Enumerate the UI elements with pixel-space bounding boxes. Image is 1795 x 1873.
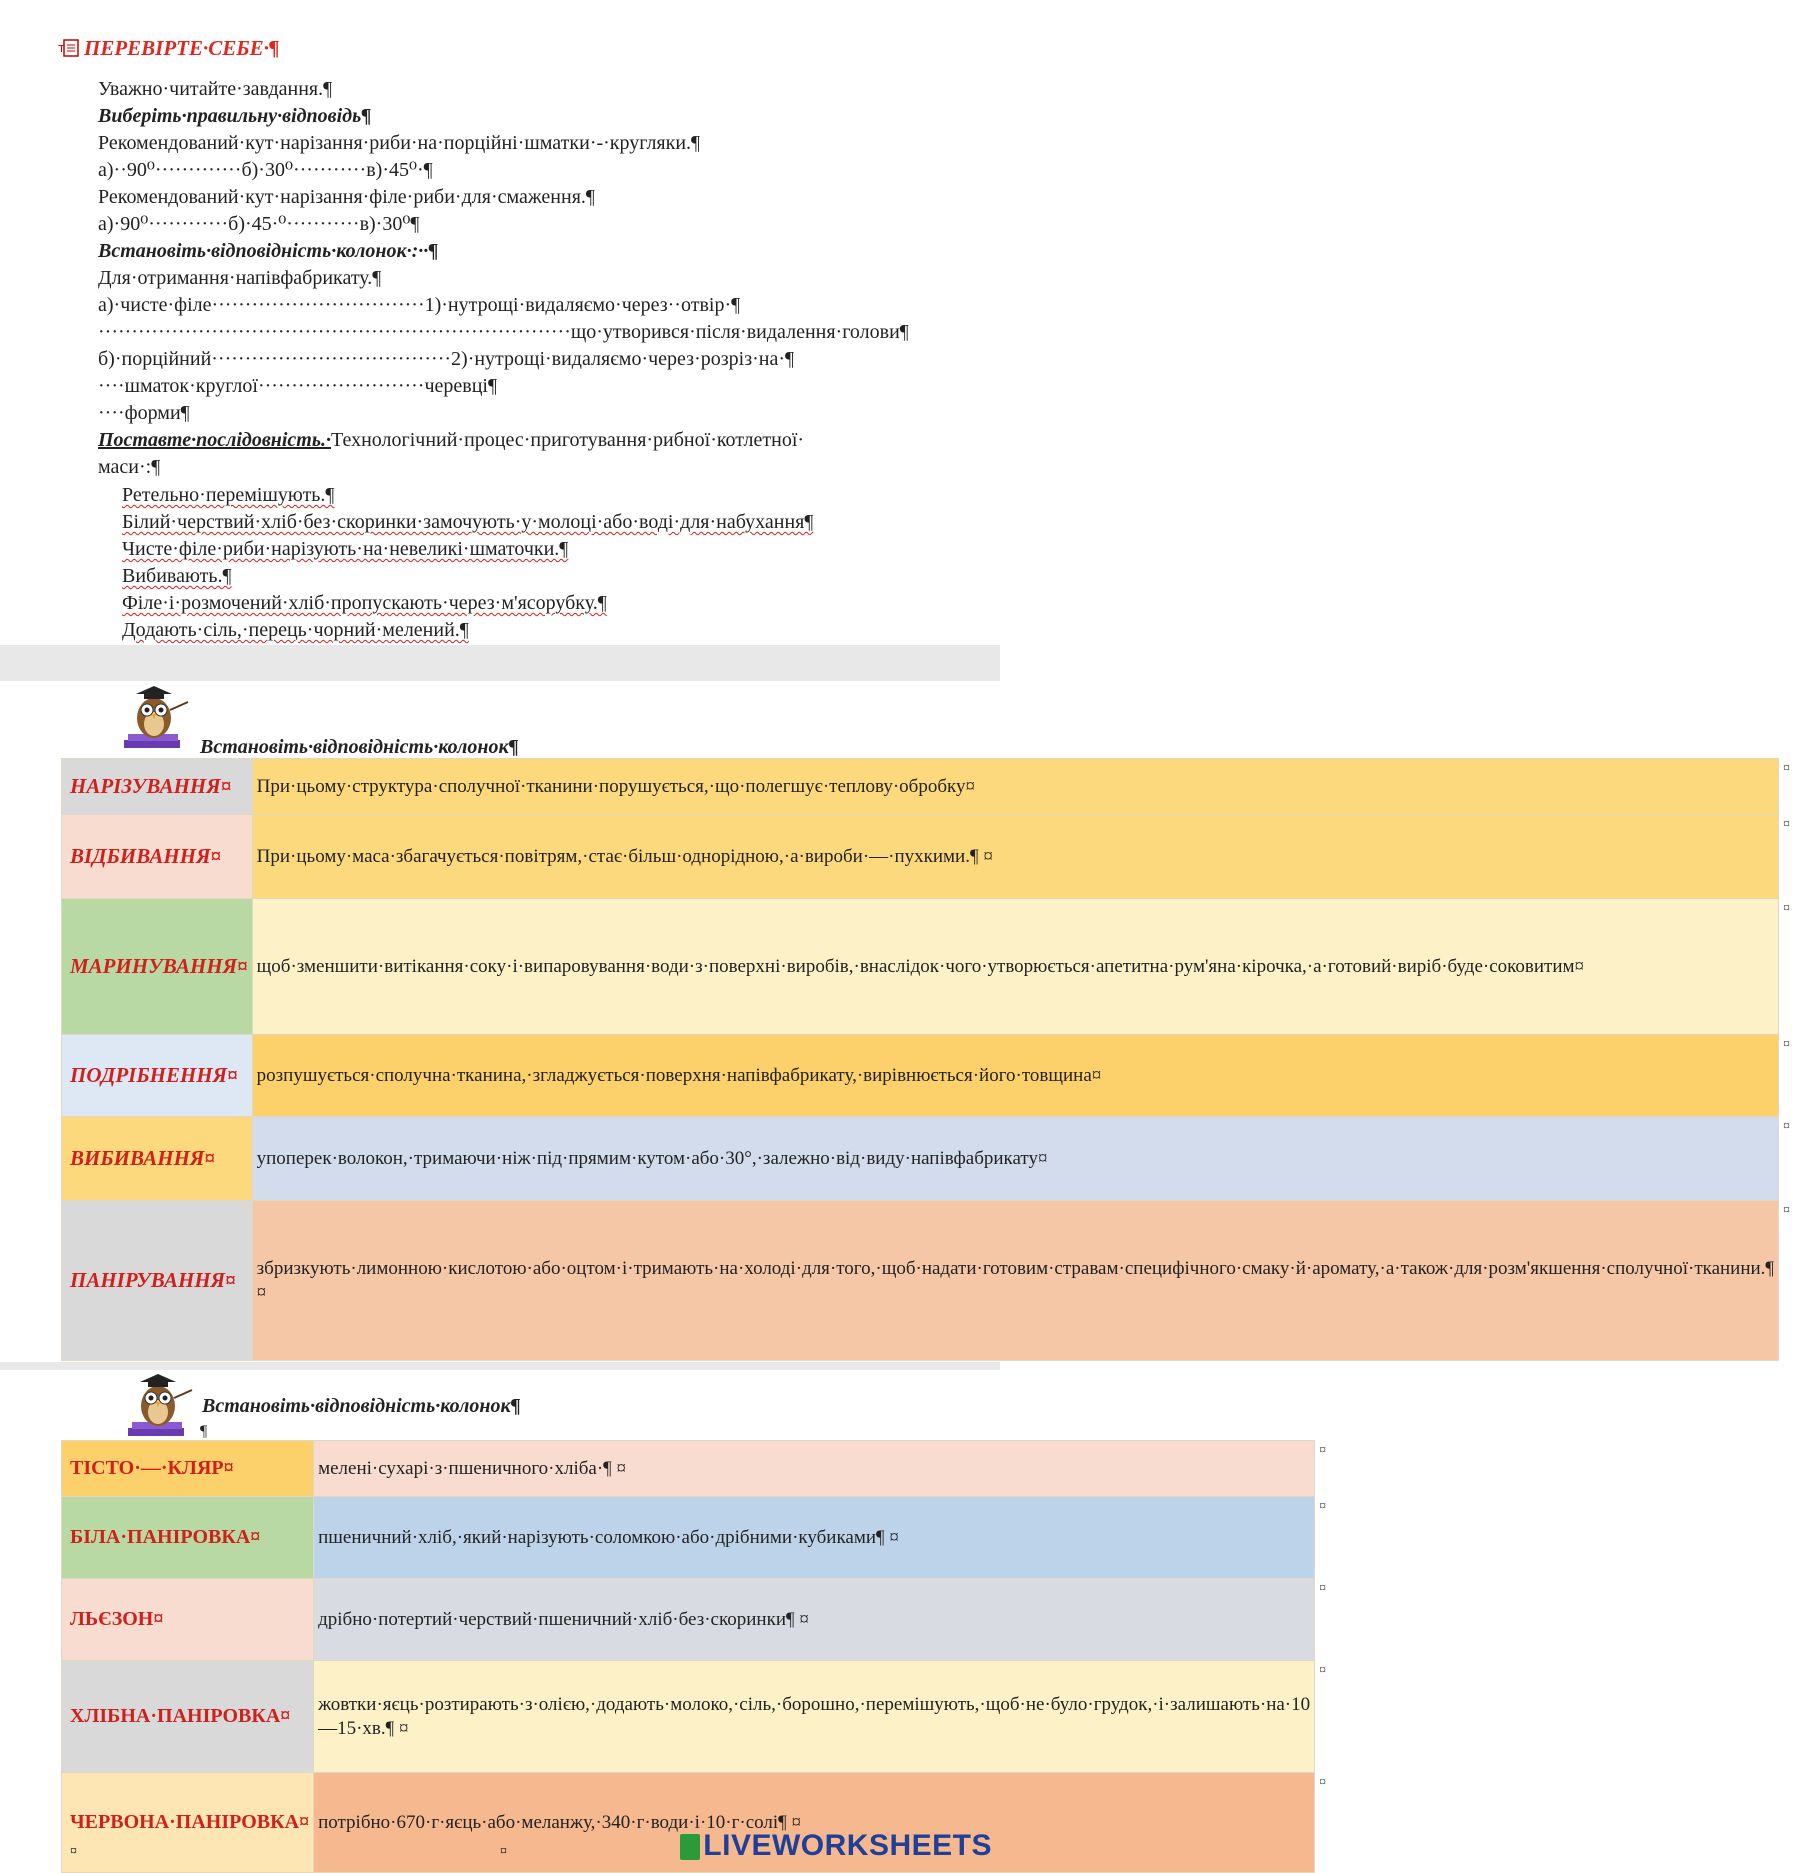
cell-end-mark: ¤: [1315, 1661, 1331, 1773]
cell-end-mark: ¤: [1315, 1497, 1331, 1579]
cell-end-mark: ¤: [1315, 1441, 1331, 1497]
sequence-step[interactable]: Ретельно·перемішують.¶: [122, 484, 335, 506]
sequence-task: [98, 428, 804, 452]
definition-cell[interactable]: збризкують·лимонною·кислотою·або·оцтом·і·тримають·на·холоді·для·того,·щоб·надати·готовим·стравам·специфічного·смаку·й·аромату,·а·також·для·розм'якшення·сполучної·тканини.¶ ¤: [252, 1201, 1778, 1361]
sequence-step[interactable]: Філе·і·розмочений·хліб·пропускають·через·м'ясорубку.¶: [122, 592, 607, 614]
cell-end-mark: ¤: [1315, 1773, 1331, 1873]
table-row: [62, 759, 1795, 815]
cell-end-mark: ¤: [1779, 1201, 1795, 1361]
cell-end-mark: ¤: [1779, 815, 1795, 899]
cell-end-mark: ¤: [1779, 1035, 1795, 1117]
term-cell[interactable]: ВИБИВАННЯ¤: [62, 1117, 253, 1201]
term-cell[interactable]: НАРІЗУВАННЯ¤: [62, 759, 253, 815]
table-row: [62, 1035, 1795, 1117]
sequence-description: Технологічний·процес·приготування·рибної·котлетної·: [331, 429, 805, 451]
match-row-b-cont: ····шматок·круглої·························черевці¶: [98, 375, 498, 397]
sequence-step[interactable]: Додають·сіль,·перець·чорний·мелений.¶: [122, 619, 469, 641]
match-row-a-cont: ·······································································що·утворився·після·видалення·голови¶: [98, 321, 909, 343]
sequence-step[interactable]: Чисте·філе·риби·нарізують·на·невеликі·шматочки.¶: [122, 538, 569, 560]
match-columns-heading: Встановіть·відповідність·колонок·:··¶: [98, 240, 439, 262]
definition-cell[interactable]: щоб·зменшити·витікання·соку·і·випаровування·води·з·поверхні·виробів,·внаслідок·чого·утворюється·апетитна·рум'яна·кірочка,·а·готовий·виріб·буде·соковитим¤: [252, 899, 1778, 1035]
cell-end-mark: ¤: [1779, 1117, 1795, 1201]
definition-cell[interactable]: При·цьому·маса·збагачується·повітрям,·стає·більш·однорідною,·а·вироби·—·пухкими.¶ ¤: [252, 815, 1778, 899]
question-2: Рекомендований·кут·нарізання·філе·риби·для·смаження.¶: [98, 186, 595, 208]
term-cell[interactable]: ЛЬЄЗОН¤: [62, 1579, 314, 1661]
definition-cell[interactable]: жовтки·яєць·розтирають·з·олією,·додають·молоко,·сіль,·борошно,·перемішують,·щоб·не·було·грудок,·і·залишають·на·10—15·хв.¶ ¤: [314, 1661, 1315, 1773]
page-separator: [0, 645, 1000, 681]
match-row-b-cont2: ····форми¶: [98, 402, 190, 424]
term-cell[interactable]: ХЛІБНА·ПАНІРОВКА¤: [62, 1661, 314, 1773]
definition-cell[interactable]: упоперек·волокон,·тримаючи·ніж·під·прямим·кутом·або·30°,·залежно·від·виду·напівфабрикату¤: [252, 1117, 1778, 1201]
table-row: [62, 1579, 1331, 1661]
table-row: [62, 1201, 1795, 1361]
cell-end-mark: ¤: [1779, 759, 1795, 815]
sequence-step[interactable]: Білий·черствий·хліб·без·скоринки·замочують·у·молоці·або·воді·для·набухання¶: [122, 511, 814, 533]
sequence-heading: Поставте·послідовність.·: [98, 429, 332, 451]
definition-cell[interactable]: дрібно·потертий·черствий·пшеничний·хліб·без·скоринки¶ ¤: [314, 1579, 1315, 1661]
question-1: Рекомендований·кут·нарізання·риби·на·порційні·шматки·-·кругляки.¶: [98, 132, 701, 154]
match-row-a: а)·чисте·філе································1)·нутрощі·видаляємо·через··отвір·¶: [98, 294, 741, 316]
cell-end-mark: ¤: [1315, 1579, 1331, 1661]
table-row: [62, 815, 1795, 899]
sequence-step[interactable]: Вибивають.¶: [122, 565, 232, 587]
owl-teacher-icon: [122, 1368, 194, 1449]
table2-pilcrow: ¶: [200, 1423, 208, 1440]
section-title: ПЕРЕВІРТЕ·СЕБЕ·¶: [84, 36, 280, 60]
definition-cell[interactable]: При·цьому·структура·сполучної·тканини·порушується,·що·полегшує·теплову·обробку¤: [252, 759, 1778, 815]
question-2-options: а)·90⁰············б)·45·⁰···········в)·30⁰¶: [98, 213, 420, 235]
question-1-options: а)··90⁰·············б)·30⁰···········в)·45⁰·¶: [98, 159, 433, 181]
term-cell[interactable]: МАРИНУВАННЯ¤: [62, 899, 253, 1035]
owl-teacher-icon: [118, 680, 190, 761]
table-row: [62, 1497, 1331, 1579]
choose-answer-heading: Виберіть·правильну·відповідь¶: [98, 105, 372, 127]
table2-matching: [61, 1440, 1331, 1873]
definition-cell[interactable]: мелені·сухарі·з·пшеничного·хліба·¶ ¤: [314, 1441, 1315, 1497]
liveworksheets-badge-icon: [680, 1834, 700, 1860]
table-row: [62, 1441, 1331, 1497]
cell-end-mark: ¤: [1779, 899, 1795, 1035]
table2-heading: Встановіть·відповідність·колонок¶: [202, 1395, 521, 1417]
document-icon: [58, 38, 80, 58]
definition-cell[interactable]: потрібно·670·г·яєць·або·меланжу,·340·г·води·і·10·г·солі¶ ¤: [314, 1773, 1315, 1873]
table1-matching: [61, 758, 1795, 1361]
table2-end-mark: ¤: [70, 1844, 77, 1859]
term-cell[interactable]: ПОДРІБНЕННЯ¤: [62, 1035, 253, 1117]
svg-text:т: т: [58, 41, 65, 55]
table2-end-mark: ¤: [500, 1844, 507, 1859]
term-cell[interactable]: ТІСТО·—·КЛЯР¤: [62, 1441, 314, 1497]
sequence-description-cont: маси·:¶: [98, 456, 161, 478]
term-cell[interactable]: ВІДБИВАННЯ¤: [62, 815, 253, 899]
term-cell[interactable]: БІЛА·ПАНІРОВКА¤: [62, 1497, 314, 1579]
term-cell[interactable]: ПАНІРУВАННЯ¤: [62, 1201, 253, 1361]
match-row-b: б)·порційний····································2)·нутрощі·видаляємо·через·розріз·на·¶: [98, 348, 795, 370]
definition-cell[interactable]: розпушується·сполучна·тканина,·згладжується·поверхня·напівфабрикату,·вирівнюється·його·товщина¤: [252, 1035, 1778, 1117]
table1-heading: Встановіть·відповідність·колонок¶: [200, 736, 519, 758]
term-cell[interactable]: ЧЕРВОНА·ПАНІРОВКА¤: [62, 1773, 314, 1873]
match-intro: Для·отримання·напівфабрикату.¶: [98, 267, 382, 289]
liveworksheets-logo: LIVEWORKSHEETS: [680, 1829, 992, 1863]
table-row: [62, 1117, 1795, 1201]
instruction-read: Уважно·читайте·завдання.¶: [98, 78, 333, 100]
table-row: [62, 1661, 1331, 1773]
table-row: [62, 899, 1795, 1035]
definition-cell[interactable]: пшеничний·хліб,·який·нарізують·соломкою·або·дрібними·кубиками¶ ¤: [314, 1497, 1315, 1579]
